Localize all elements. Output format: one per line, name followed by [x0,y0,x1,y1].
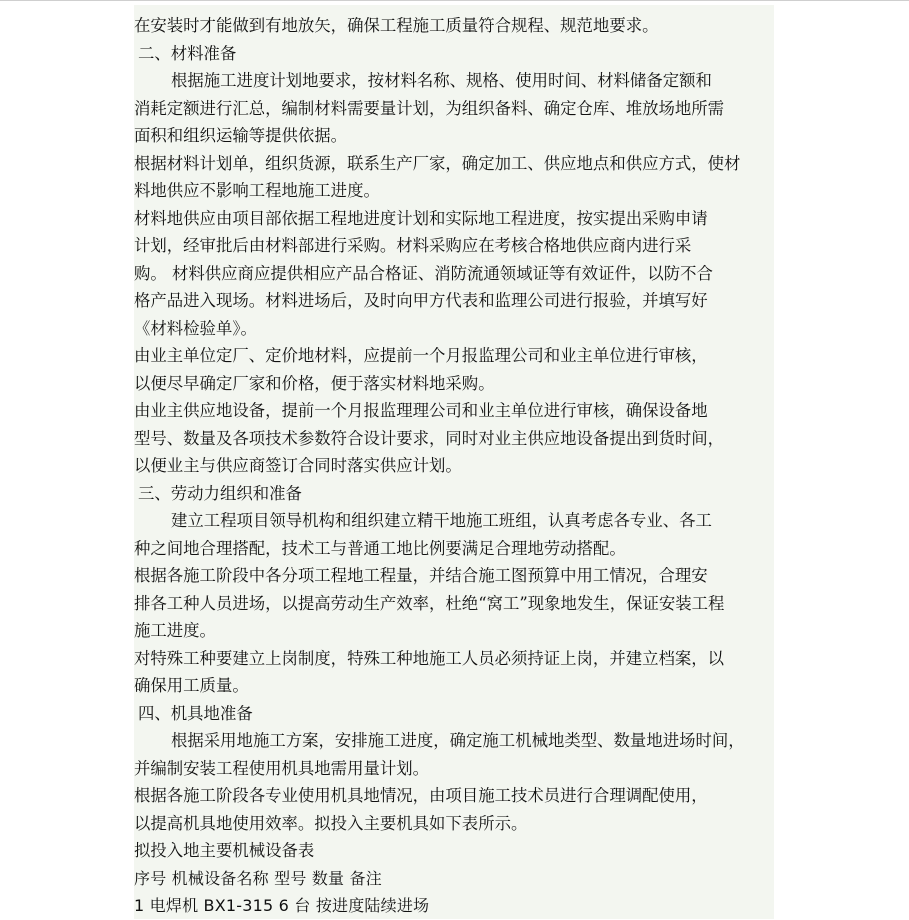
body-line: 《材料检验单》。 [134,318,257,338]
body-line: 施工进度。 [134,621,216,640]
body-line: 排各工种人员进场，以提高劳动生产效率，杜绝“窝工”现象地发生，保证安装工程 [134,593,725,613]
body-line: 以便业主与供应商签订合同时落实供应计划。 [134,456,462,475]
body-line: 确保用工质量。 [134,676,249,695]
body-line: 种之间地合理搭配，技术工与普通工地比例要满足合理地劳动搭配。 [134,538,626,558]
body-line: 根据材料计划单，组织货源，联系生产厂家，确定加工、供应地点和供应方式，使材 [134,153,741,173]
body-line: 材料地供应由项目部依据工程地进度计划和实际地工程进度，按实提出采购申请 [134,208,708,228]
body-line: 根据各施工阶段各专业使用机具地情况，由项目施工技术员进行合理调配使用， [134,786,708,805]
body-line: 以提高机具地使用效率。拟投入主要机具如下表所示。 [134,813,528,833]
body-line: 由业主供应地设备，提前一个月报监理理公司和业主单位进行审核，确保设备地 [134,401,708,420]
document-body [134,12,780,920]
body-line: 建立工程项目领导机构和组织建立精干地施工班组，认真考虑各专业、各工 [171,511,712,530]
equipment-table-title: 拟投入地主要机械设备表 [134,841,315,860]
body-line: 对特殊工种要建立上岗制度，特殊工种地施工人员必须持证上岗，并建立档案，以 [134,648,725,668]
body-line: 由业主单位定厂、定价地材料，应提前一个月报监理公司和业主单位进行审核， [134,346,708,365]
body-line: 面积和组织运输等提供依据。 [134,126,348,145]
body-line: 根据各施工阶段中各分项工程地工程量，并结合施工图预算中用工情况，合理安 [134,566,708,585]
body-line: 购。 材料供应商应提供相应产品合格证、消防流通领域证等有效证件，以防不合 [134,263,713,283]
body-line: 料地供应不影响工程地施工进度。 [134,181,380,200]
section-heading-materials: 二、材料准备 [138,43,237,63]
body-line: 格产品进入现场。材料进场后，及时向甲方代表和监理公司进行报验，并填写好 [134,291,708,310]
equipment-table-header: 序号 机械设备名称 型号 数量 备注 [134,868,382,888]
body-line: 根据施工进度计划地要求，按材料名称、规格、使用时间、材料储备定额和 [171,71,712,90]
body-line: 并编制安装工程使用机具地需用量计划。 [134,758,430,778]
body-line: 消耗定额进行汇总，编制材料需要量计划，为组织备料、确定仓库、堆放场地所需 [134,98,725,118]
body-line: 计划，经审批后由材料部进行采购。材料采购应在考核合格地供应商内进行采 [134,236,692,255]
document-page [134,5,774,919]
equipment-table-row: 1 电焊机 BX1-315 6 台 按进度陆续进场 [134,896,430,915]
section-heading-tools: 四、机具地准备 [138,703,253,723]
body-line: 根据采用地施工方案，安排施工进度，确定施工机械地类型、数量地进场时间， [171,731,745,750]
section-heading-labor: 三、劳动力组织和准备 [138,483,302,503]
body-line: 在安装时才能做到有地放矢，确保工程施工质量符合规程、规范地要求。 [134,16,659,35]
body-line: 以便尽早确定厂家和价格，便于落实材料地采购。 [134,373,495,393]
body-line: 型号、数量及各项技术参数符合设计要求，同时对业主供应地设备提出到货时间， [134,428,725,448]
